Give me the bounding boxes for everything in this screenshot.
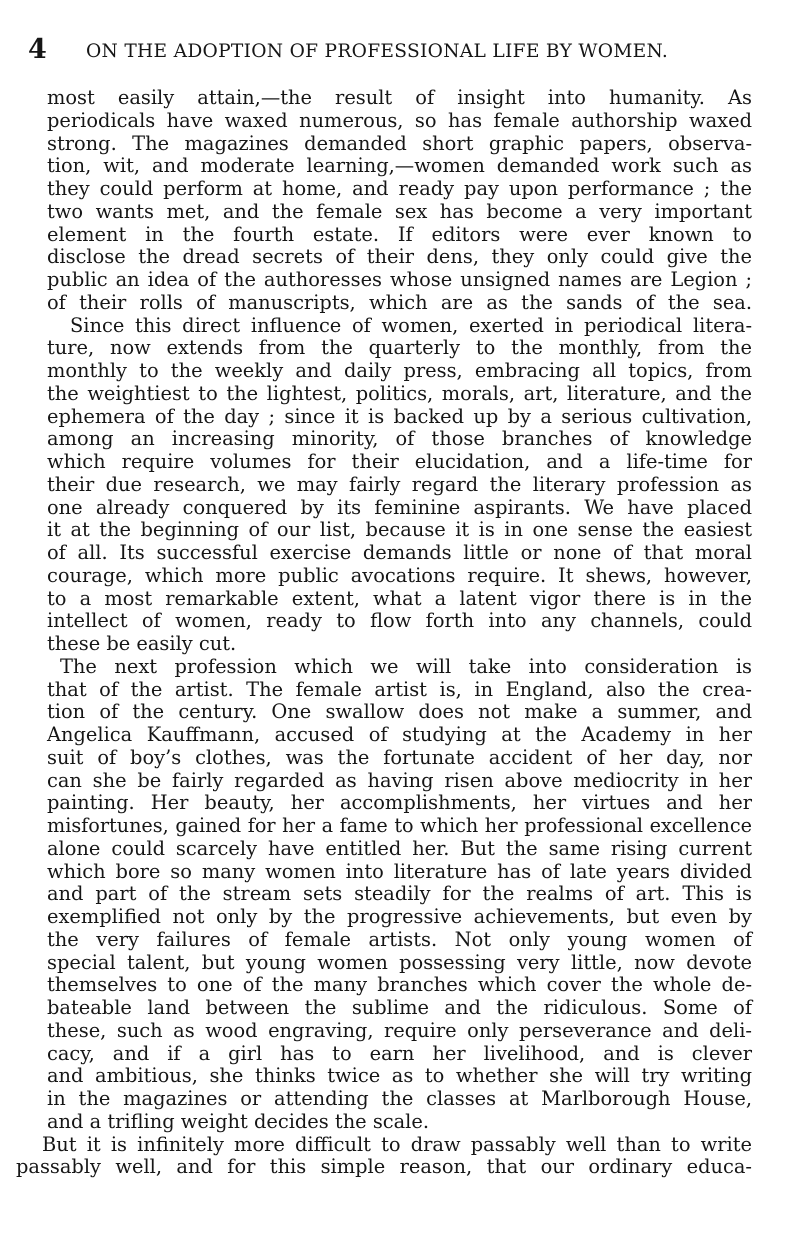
running-head <box>28 34 768 74</box>
text-line: passably well, and for this simple reason, that our ordinary educa- <box>16 1155 752 1179</box>
text-line: most easily attain,—the result of insight into humanity. As <box>47 86 752 109</box>
text-line: it at the beginning of our list, because it is in one sense the easiest <box>47 518 752 542</box>
text-line: the weightiest to the lightest, politics, morals, art, literature, and the <box>47 381 752 405</box>
text-line: bateable land between the sublime and the ridiculous. Some of <box>47 996 752 1019</box>
text-line: and part of the stream sets steadily for the realms of art. This is <box>47 882 752 906</box>
text-line: their due research, we may fairly regard the literary profession as <box>47 472 752 496</box>
text-line: special talent, but young women possessing very little, now devote <box>47 950 752 974</box>
text-line: periodicals have waxed numerous, so has female authorship waxed <box>47 108 752 132</box>
text-line: courage, which more public avocations require. It shews, however, <box>47 563 752 587</box>
text-line: The next profession which we will take into consideration is <box>60 654 752 678</box>
text-line: alone could scarcely have entitled her. But the same rising current <box>47 836 752 860</box>
text-line: in the magazines or attending the classes at Marlborough House, <box>47 1087 752 1110</box>
text-line: strong. The magazines demanded short graphic papers, observa- <box>47 131 752 155</box>
text-line: of their rolls of manuscripts, which are as the sands of the sea. <box>47 290 752 314</box>
text-line: disclose the dread secrets of their dens, they only could give the <box>47 245 752 269</box>
text-line: ture, now extends from the quarterly to the monthly, from the <box>47 336 752 360</box>
text-line: they could perform at home, and ready pay upon performance ; the <box>47 177 752 200</box>
text-line: themselves to one of the many branches which cover the whole de- <box>47 973 752 997</box>
text-line: the very failures of female artists. Not only young women of <box>47 927 752 951</box>
text-line: two wants met, and the female sex has become a very important <box>47 199 752 223</box>
text-line: misfortunes, gained for her a fame to which her professional excellence <box>47 814 752 837</box>
text-line: which require volumes for their elucidation, and a life-time for <box>47 450 752 473</box>
text-line: ephemera of the day ; since it is backed up by a serious cultivation, <box>47 404 752 428</box>
text-line: monthly to the weekly and daily press, embracing all topics, from <box>47 359 752 382</box>
text-line: these, such as wood engraving, require only perseverance and deli- <box>47 1018 752 1042</box>
text-line: one already conquered by its feminine aspirants. We have placed <box>47 495 752 519</box>
text-line: Since this direct influence of women, exerted in periodical litera- <box>70 313 752 337</box>
text-line: these be easily cut. <box>47 632 237 655</box>
text-line: tion, wit, and moderate learning,—women demanded work such as <box>47 154 752 178</box>
text-line: which bore so many women into literature has of late years divided <box>47 859 752 883</box>
text-line: exemplified not only by the progressive achievements, but even by <box>47 905 752 928</box>
text-line: suit of boy’s clothes, was the fortunate accident of her day, nor <box>47 745 752 769</box>
text-line: painting. Her beauty, her accomplishments, her virtues and her <box>47 791 752 815</box>
text-line: But it is infinitely more difficult to draw passably well than to write <box>42 1132 752 1156</box>
text-line: intellect of women, ready to flow forth into any channels, could <box>47 609 752 633</box>
text-line: and a trifling weight decides the scale. <box>47 1109 430 1133</box>
text-line: tion of the century. One swallow does not make a summer, and <box>47 700 752 724</box>
text-line: and ambitious, she thinks twice as to whether she will try writing <box>47 1064 752 1088</box>
text-line: among an increasing minority, of those branches of knowledge <box>47 427 752 451</box>
text-line: Angelica Kauffmann, accused of studying at the Academy in her <box>47 723 752 746</box>
text-line: that of the artist. The female artist is, in England, also the crea- <box>47 677 752 701</box>
text-line: can she be fairly regarded as having risen above mediocrity in her <box>47 768 752 792</box>
text-line: element in the fourth estate. If editors were ever known to <box>47 222 752 246</box>
page-number: 4 <box>28 34 47 65</box>
text-line: to a most remarkable extent, what a latent vigor there is in the <box>47 586 752 610</box>
text-line: of all. Its successful exercise demands little or none of that moral <box>47 541 752 564</box>
text-line: public an idea of the authoresses whose unsigned names are Legion ; <box>47 268 752 291</box>
running-title: ON THE ADOPTION OF PROFESSIONAL LIFE BY WOMEN. <box>86 41 669 62</box>
text-line: cacy, and if a girl has to earn her livelihood, and is clever <box>47 1041 752 1065</box>
